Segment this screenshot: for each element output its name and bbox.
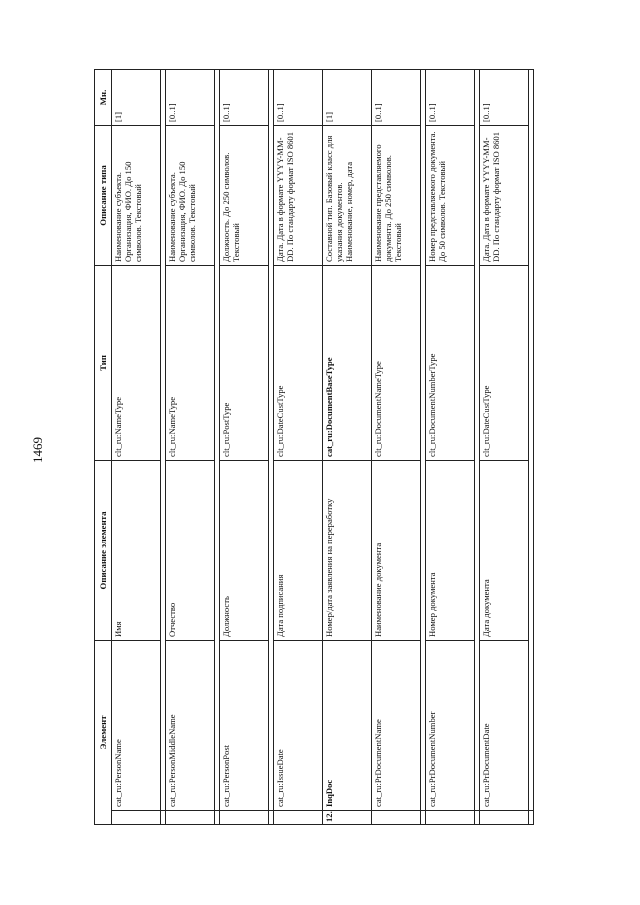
row-number — [112, 811, 161, 825]
type-cell: clt_ru:PostType — [220, 265, 269, 460]
multiplicity-cell: [0..1] — [220, 69, 269, 125]
type-cell: clt_ru:DocumentNameType — [372, 265, 421, 460]
element-cell: cat_ru:PersonMiddleName — [166, 640, 215, 810]
element-cell: InqDoc — [323, 640, 372, 810]
header-multiplicity: Мн. — [95, 69, 112, 125]
element-description-cell: Дата документа — [480, 460, 529, 640]
type-description-cell: Номер представляемого документа. До 50 символов. Текстовый — [426, 125, 475, 265]
table-row — [220, 69, 269, 824]
type-cell: clt_ru:NameType — [112, 265, 161, 460]
type-description-cell: Составной тип. Базовый класс для указания документов. Наименование, номер, дата — [323, 125, 372, 265]
multiplicity-cell: [0..1] — [274, 69, 323, 125]
element-cell: cat_ru:PrDocumentName — [372, 640, 421, 810]
type-description-cell: Наименование представляемого документа. До 250 символов. Текстовый — [372, 125, 421, 265]
table-row — [323, 69, 372, 824]
rotated-page-content — [94, 70, 514, 825]
element-description-cell: Номер документа — [426, 460, 475, 640]
multiplicity-cell: [1] — [323, 69, 372, 125]
row-number — [220, 811, 269, 825]
multiplicity-cell: [0..1] — [166, 69, 215, 125]
table-row — [274, 69, 323, 824]
element-cell: cat_ru:PersonPost — [220, 640, 269, 810]
type-cell: clt_ru:DateCustType — [274, 265, 323, 460]
table-body — [112, 69, 534, 824]
type-cell: clt_ru:NameType — [166, 265, 215, 460]
element-description-cell: Дата подписания — [274, 460, 323, 640]
separator-cell — [529, 811, 534, 825]
header-type-description: Описание типа — [95, 125, 112, 265]
element-cell: cat_ru:IssueDate — [274, 640, 323, 810]
row-number — [426, 811, 475, 825]
table-row — [166, 69, 215, 824]
row-number — [372, 811, 421, 825]
header-element: Элемент — [95, 640, 112, 824]
row-number — [480, 811, 529, 825]
type-description-cell: Дата. Дата в формате YYYY-MM-DD. По стандарту формат ISO 8601 — [274, 125, 323, 265]
type-description-cell: Дата. Дата в формате YYYY-MM-DD. По стандарту формат ISO 8601 — [480, 125, 529, 265]
element-cell: cat_ru:PrDocumentDate — [480, 640, 529, 810]
table-header-row — [95, 69, 112, 824]
row-number: 12. — [323, 811, 372, 825]
table-row — [112, 69, 161, 824]
element-description-cell: Номер/дата заявления на переработку — [323, 460, 372, 640]
element-table — [94, 69, 534, 825]
table-row — [480, 69, 529, 824]
type-cell: cat_ru:DocumentBaseType — [323, 265, 372, 460]
element-cell: cat_ru:PrDocumentNumber — [426, 640, 475, 810]
table-row — [372, 69, 421, 824]
type-cell: clt_ru:DocumentNumberType — [426, 265, 475, 460]
separator-cell — [529, 69, 534, 810]
row-number — [166, 811, 215, 825]
element-description-cell: Имя — [112, 460, 161, 640]
element-description-cell: Должность — [220, 460, 269, 640]
type-description-cell: Должность. До 250 символов. Текстовый — [220, 125, 269, 265]
page-number-anchor — [0, 0, 45, 463]
element-cell: cat_ru:PersonName — [112, 640, 161, 810]
table-row — [426, 69, 475, 824]
page-number: 1469 — [30, 437, 45, 463]
header-element-description: Описание элемента — [95, 460, 112, 640]
row-separator — [529, 69, 534, 824]
type-description-cell: Наименование субъекта. Организация, ФИО. До 150 символов. Текстовый — [166, 125, 215, 265]
row-number — [274, 811, 323, 825]
type-description-cell: Наименование субъекта. Организация, ФИО. До 150 символов. Текстовый — [112, 125, 161, 265]
type-cell: clt_ru:DateCustType — [480, 265, 529, 460]
multiplicity-cell: [1] — [112, 69, 161, 125]
multiplicity-cell: [0..1] — [480, 69, 529, 125]
multiplicity-cell: [0..1] — [372, 69, 421, 125]
element-description-cell: Отчество — [166, 460, 215, 640]
multiplicity-cell: [0..1] — [426, 69, 475, 125]
header-type: Тип — [95, 265, 112, 460]
element-description-cell: Наименование документа — [372, 460, 421, 640]
